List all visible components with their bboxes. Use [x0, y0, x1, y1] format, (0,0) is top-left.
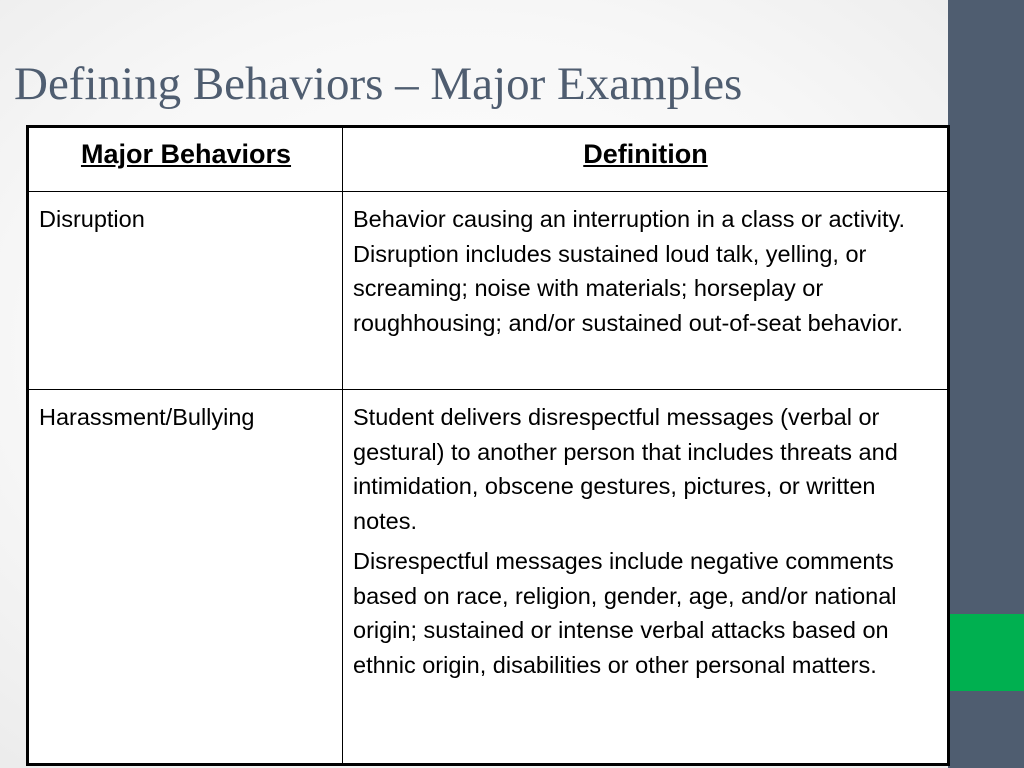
- behaviors-table: [26, 125, 950, 766]
- table-row: [28, 390, 949, 765]
- definition-paragraph: Behavior causing an interruption in a class or activity. Disruption includes sustained loud talk, yelling, or screaming; noise with materials; horseplay or roughhousing; and/or sustained out-of-seat behavior.: [353, 206, 906, 336]
- definition-paragraph: Student delivers disrespectful messages (verbal or gestural) to another person that includes threats and intimidation, obscene gestures, pictures, or written notes.: [353, 404, 898, 534]
- column-header-definition: Definition: [343, 127, 949, 192]
- behavior-cell: Harassment/Bullying: [28, 390, 343, 765]
- column-header-behaviors: Major Behaviors: [28, 127, 343, 192]
- sidebar-accent-block: [948, 614, 1024, 691]
- table-row: [28, 192, 949, 390]
- definition-cell: [343, 192, 949, 390]
- behaviors-table-container: [26, 125, 947, 766]
- definition-paragraph: Disrespectful messages include negative comments based on race, religion, gender, age, and/or national origin; sustained or intense verbal attacks based on ethnic origin, disabilities or other personal matters.: [353, 548, 897, 678]
- table-header-row: [28, 127, 949, 192]
- slide-title: Defining Behaviors – Major Examples: [14, 58, 743, 110]
- definition-cell: [343, 390, 949, 765]
- behavior-cell: Disruption: [28, 192, 343, 390]
